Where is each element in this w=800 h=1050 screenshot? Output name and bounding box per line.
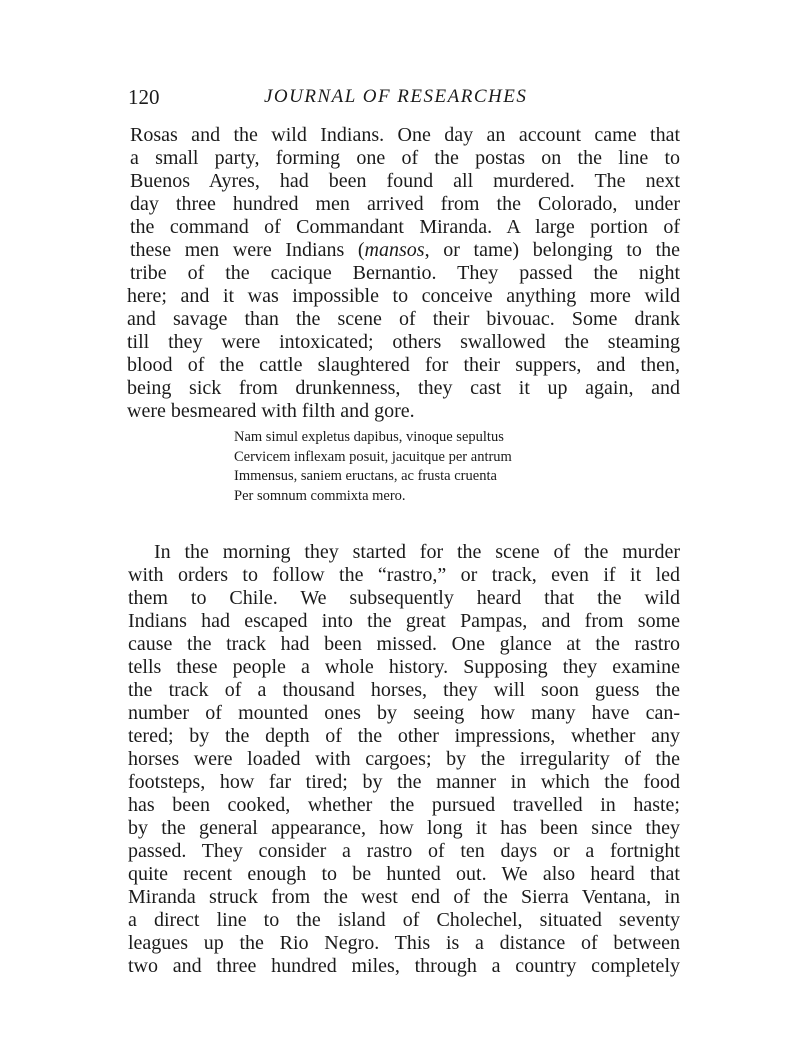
verse-line: Per somnum commixta mero. (234, 487, 406, 504)
text-line: Buenos Ayres, had been found all murdered. The next (130, 170, 680, 192)
text-line: number of mounted ones by seeing how many have can- (128, 702, 680, 724)
page-header (128, 84, 680, 114)
text-line: being sick from drunkenness, they cast it up again, and (127, 377, 680, 399)
latin-verse-quote (234, 428, 574, 506)
text-line: them to Chile. We subsequently heard that the wild (128, 587, 680, 609)
text-line: Miranda struck from the west end of the Sierra Ventana, in (128, 886, 680, 908)
running-head: JOURNAL OF RESEARCHES (264, 86, 528, 107)
paragraph-2 (128, 541, 680, 978)
text-line: and savage than the scene of their bivouac. Some drank (127, 308, 680, 330)
text-line: tells these people a whole history. Supposing they examine (128, 656, 680, 678)
text-line: footsteps, how far tired; by the manner in which the food (128, 771, 680, 793)
text-line: the track of a thousand horses, they will soon guess the (128, 679, 680, 701)
text-line: till they were intoxicated; others swallowed the steaming (127, 331, 680, 353)
text-line: passed. They consider a rastro of ten days or a fortnight (128, 840, 680, 862)
text-line: Rosas and the wild Indians. One day an account came that (130, 124, 680, 146)
paragraph-1 (127, 124, 681, 423)
text-segment: , or tame) belonging to the (424, 239, 681, 261)
text-line: a direct line to the island of Cholechel, situated seventy (128, 909, 680, 931)
text-segment: these men were Indians ( (130, 239, 365, 261)
text-line: quite recent enough to be hunted out. We also heard that (128, 863, 680, 885)
text-line: tribe of the cacique Bernantio. They passed the night (130, 262, 680, 284)
text-line: horses were loaded with cargoes; by the irregularity of the (128, 748, 680, 770)
verse-line: Nam simul expletus dapibus, vinoque sepultus (234, 429, 504, 445)
text-line: by the general appearance, how long it has been since they (128, 817, 680, 839)
text-line: tered; by the depth of the other impressions, whether any (128, 725, 680, 747)
text-line: blood of the cattle slaughtered for their suppers, and then, (127, 354, 680, 376)
text-line: were besmeared with filth and gore. (127, 400, 415, 422)
verse-line: Immensus, saniem eructans, ac frusta cruenta (234, 468, 497, 484)
text-line: In the morning they started for the scene of the murder (154, 541, 680, 563)
italic-word: mansos (364, 239, 425, 261)
text-line: a small party, forming one of the postas on the line to (130, 147, 680, 169)
text-line: two and three hundred miles, through a country completely (128, 955, 680, 977)
text-line: day three hundred men arrived from the Colorado, under (130, 193, 680, 215)
page-number: 120 (128, 85, 160, 109)
text-line: cause the track had been missed. One glance at the rastro (128, 633, 680, 655)
verse-line: Cervicem inflexam posuit, jacuitque per antrum (234, 448, 512, 465)
text-line: Indians had escaped into the great Pampas, and from some (128, 610, 680, 632)
text-line: the command of Commandant Miranda. A large portion of (130, 216, 680, 238)
text-line: leagues up the Rio Negro. This is a distance of between (128, 932, 680, 954)
text-line: with orders to follow the “rastro,” or track, even if it led (128, 564, 680, 586)
text-line: here; and it was impossible to conceive anything more wild (127, 285, 680, 307)
text-line (130, 239, 680, 262)
text-line: has been cooked, whether the pursued travelled in haste; (128, 794, 680, 816)
